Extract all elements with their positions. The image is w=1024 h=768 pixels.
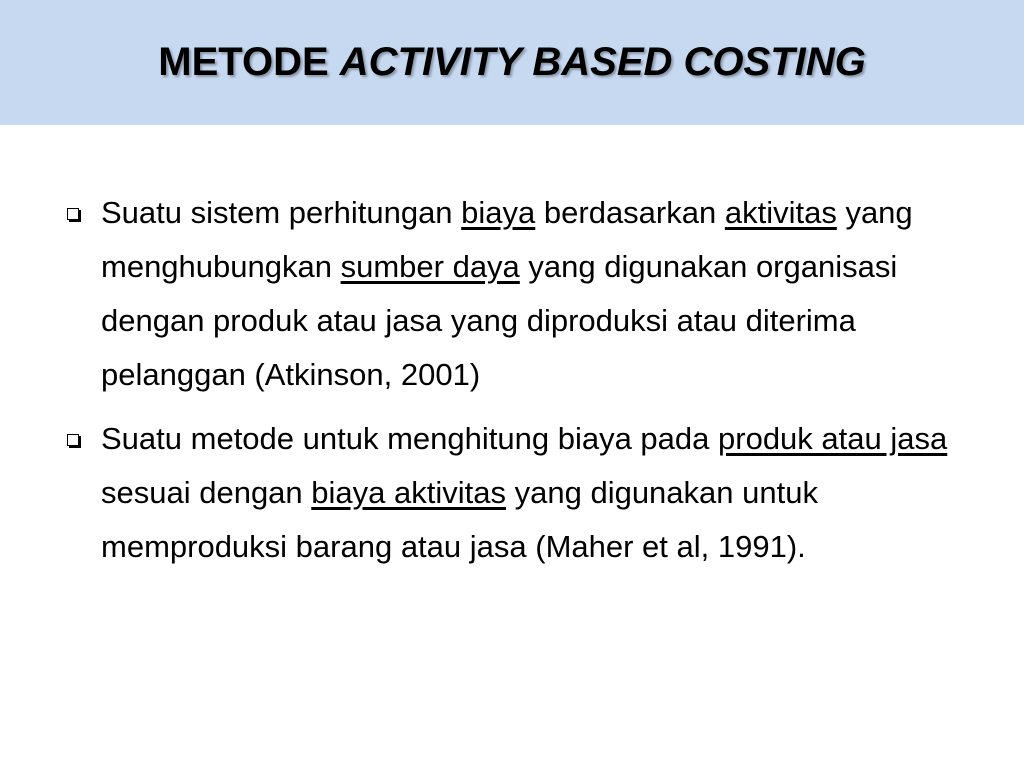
bullet-text [101, 195, 913, 392]
bullet-segment: berdasarkan [535, 195, 725, 230]
bullet-segment: biaya aktivitas [311, 475, 506, 510]
bullet-segment: yang digunakan organisasi dengan produk atau jasa yang diproduksi atau diterima pelanggan (Atkinson, 2001) [101, 249, 898, 392]
bullet-segment: produk atau jasa [718, 421, 948, 456]
square-bullet-icon [67, 208, 79, 220]
bullet-list [62, 186, 982, 584]
square-bullet-icon [67, 434, 79, 446]
bullet-text [101, 421, 947, 564]
bullet-item [62, 412, 982, 574]
bullet-segment: sumber daya [340, 249, 520, 284]
bullet-item [62, 186, 982, 402]
bullet-segment: yang menghubungkan [101, 195, 913, 284]
title-plain: METODE [158, 40, 329, 84]
slide-title [0, 34, 1024, 90]
bullet-segment: Suatu metode untuk menghitung biaya pada [101, 421, 719, 456]
bullet-segment: aktivitas [724, 195, 837, 230]
bullet-segment: yang digunakan untuk memproduksi barang atau jasa (Maher et al, 1991). [101, 475, 818, 564]
bullet-segment: Suatu sistem perhitungan [101, 195, 462, 230]
title-italic: ACTIVITY BASED COSTING [339, 40, 866, 84]
bullet-segment: biaya [461, 195, 536, 230]
bullet-segment: sesuai dengan [101, 475, 312, 510]
